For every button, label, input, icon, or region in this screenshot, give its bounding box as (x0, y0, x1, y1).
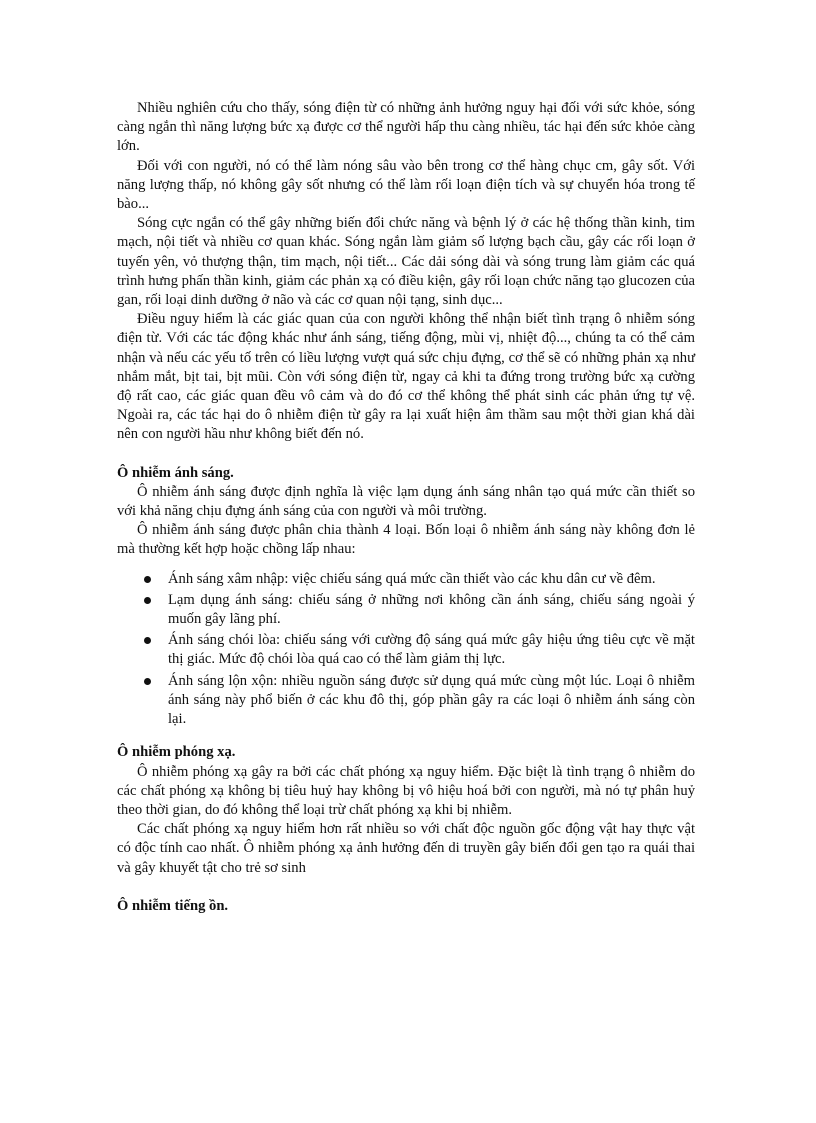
section-heading: Ô nhiễm phóng xạ. (117, 744, 236, 761)
list-item-text: Lạm dụng ánh sáng: chiếu sáng ở những nơi không cần ánh sáng, chiếu sáng ngoài ý muốn gây lãng phí. (168, 591, 695, 628)
intro-section (117, 99, 695, 445)
paragraph: Các chất phóng xạ nguy hiểm hơn rất nhiều so với chất độc nguồn gốc động vật hay thực vật có độc tính cao nhất. Ô nhiễm phóng xạ ảnh hưởng đến di truyền gây biến đổi gen tạo ra quái thai và gây khuyết tật cho trẻ sơ sinh (117, 821, 695, 876)
bullet-list (117, 570, 695, 730)
paragraph: Đối với con người, nó có thể làm nóng sâu vào bên trong cơ thể hàng chục cm, gây sốt. Với năng lượng thấp, nó không gây sốt nhưng có thể làm rối loạn điện tích và sự chuyển hóa trong tế bào... (117, 157, 695, 213)
paragraph: Ô nhiễm phóng xạ gây ra bởi các chất phóng xạ nguy hiểm. Đặc biệt là tình trạng ô nhiễm do các chất phóng xạ không bị tiêu huỷ hay không bị vô hiệu hoá bởi con người, mà nó tự phân huỷ theo thời gian, do đó không thể loại trừ chất phóng xạ khi bị nhiễm. (117, 763, 695, 818)
list-item (117, 570, 695, 589)
spacer (117, 878, 695, 897)
list-item-text: Ánh sáng lộn xộn: nhiều nguồn sáng được sử dụng quá mức cùng một lúc. Loại ô nhiễm ánh sáng này phổ biến ở các khu đô thị, góp phần gây ra các loại ô nhiễm ánh sáng còn lại. (168, 672, 695, 728)
bullet-icon (144, 597, 151, 604)
section-heading: Ô nhiễm tiếng ồn. (117, 897, 229, 914)
document-page (117, 99, 695, 916)
bullet-icon (144, 576, 151, 583)
paragraph: Điều nguy hiểm là các giác quan của con người không thể nhận biết tình trạng ô nhiễm sóng điện từ. Với các tác động khác như ánh sáng, tiếng động, mùi vị, nhiệt độ..., chúng ta có thể cảm nhận và nếu các yếu tố trên có liều lượng vượt quá sức chịu đựng, cơ thể sẽ có những phản xạ như nhắm mắt, bịt tai, bịt mũi. Còn với sóng điện từ, ngay cả khi ta đứng trong trường bức xạ cường độ rất cao, các giác quan đều vô cảm và do đó cơ thể không thể phát sinh các phản ứng tự vệ. Ngoài ra, các tác hại do ô nhiễm điện từ gây ra lại xuất hiện âm thầm sau một thời gian khá dài nên con người hầu như không biết đến nó. (117, 311, 695, 443)
spacer (117, 445, 695, 464)
paragraph: Sóng cực ngắn có thể gây những biến đổi chức năng và bệnh lý ở các hệ thống thần kinh, tim mạch, nội tiết và nhiều cơ quan khác. Sóng ngắn làm giảm số lượng bạch cầu, gây các rối loạn ở tuyến yên, vỏ thượng thận, tim mạch, nội tiết... Các dải sóng dài và sóng trung làm giảm các quá trình hưng phấn thần kinh, giảm các phản xạ có điều kiện, gây rối loạn chức năng tạo glucozen của gan, rối loại dinh dưỡng ở não và các cơ quan nội tạng, sinh dục... (117, 215, 695, 309)
list-item (117, 631, 695, 669)
bullet-icon (144, 678, 151, 685)
bullet-icon (144, 637, 151, 644)
spacer (117, 731, 695, 743)
paragraph: Nhiều nghiên cứu cho thấy, sóng điện từ có những ảnh hưởng nguy hại đối với sức khỏe, sóng càng ngắn thì năng lượng bức xạ được cơ thể người hấp thu càng nhiều, tác hại đến sức khỏe càng lớn. (117, 100, 695, 155)
list-item (117, 672, 695, 730)
radiation-pollution-section (117, 743, 695, 877)
paragraph: Ô nhiễm ánh sáng được phân chia thành 4 loại. Bốn loại ô nhiễm ánh sáng này không đơn lẻ mà thường kết hợp hoặc chồng lấp nhau: (117, 522, 695, 558)
noise-pollution-section (117, 897, 695, 916)
paragraph: Ô nhiễm ánh sáng được định nghĩa là việc lạm dụng ánh sáng nhân tạo quá mức cần thiết so với khả năng chịu đựng ánh sáng của con người và môi trường. (117, 483, 695, 520)
list-item-text: Ánh sáng chói lòa: chiếu sáng với cường độ sáng quá mức gây hiệu ứng tiêu cực về mặt thị giác. Mức độ chói lòa quá cao có thể làm giảm thị lực. (168, 632, 695, 668)
section-heading: Ô nhiễm ánh sáng. (117, 464, 234, 481)
light-pollution-section (117, 464, 695, 730)
list-item (117, 591, 695, 629)
list-item-text: Ánh sáng xâm nhập: việc chiếu sáng quá mức cần thiết vào các khu dân cư về đêm. (168, 570, 656, 587)
